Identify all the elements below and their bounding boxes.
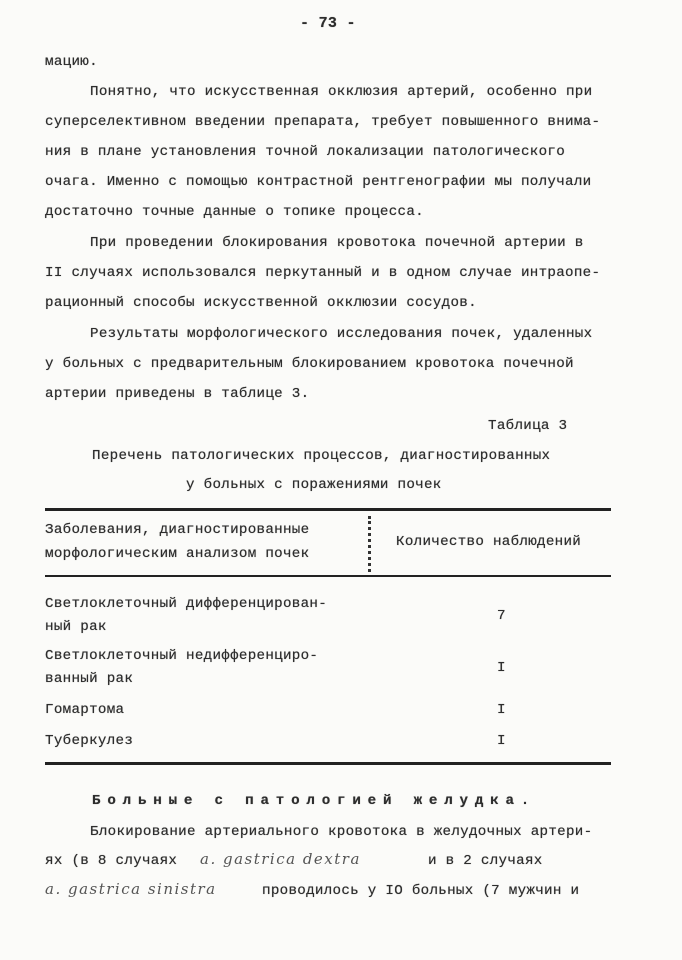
text-line: артерии приведены в таблице 3. [45,386,310,402]
table-row-name: Светлоклеточный дифференцирован- [45,596,328,612]
text-line: мацию. [45,54,98,70]
table-column-separator [368,516,374,572]
handwritten-term: a. gastrica sinistra [45,880,217,898]
table-label: Таблица 3 [488,418,568,434]
text-line: и в 2 случаях [428,853,543,869]
table-top-rule [45,508,611,511]
text-line: проводилось у IO больных (7 мужчин и [262,883,580,899]
text-line: При проведении блокирования кровотока почечной артерии в [90,235,584,251]
table-row-name: ванный рак [45,671,134,687]
handwritten-term: a. gastrica dextra [200,850,361,868]
text-line: достаточно точные данные о топике процесса. [45,204,424,220]
table-row-name: Гомартома [45,702,125,718]
table-header-col1: Заболевания, диагностированные [45,522,310,538]
table-title-line: у больных с поражениями почек [186,477,442,493]
text-line: у больных с предварительным блокированием кровотока почечной [45,356,574,372]
table-row-count: 7 [497,608,506,624]
text-line: Блокирование артериального кровотока в желудочных артери- [90,824,593,840]
text-line: Понятно, что искусственная окклюзия артерий, особенно при [90,84,593,100]
table-header-col1: морфологическим анализом почек [45,546,310,562]
page-number: - 73 - [300,15,356,32]
text-line: очага. Именно с помощью контрастной рентгенографии мы получали [45,174,592,190]
table-title-line: Перечень патологических процессов, диагностированных [92,448,551,464]
text-line: ния в плане установления точной локализации патологического [45,144,566,160]
section-heading: Больные с патологией желудка. [92,793,537,809]
table-row-count: I [497,733,506,749]
table-row-name: Туберкулез [45,733,134,749]
text-line: II случаях использовался перкутанный и в одном случае интраопе- [45,265,601,281]
table-row-count: I [497,660,506,676]
table-row-name: ный рак [45,619,107,635]
text-line: суперселективном введении препарата, требует повышенного внима- [45,114,601,130]
table-row-name: Светлоклеточный недифференциро- [45,648,319,664]
text-line: Результаты морфологического исследования почек, удаленных [90,326,593,342]
table-bottom-rule [45,762,611,765]
table-row-count: I [497,702,506,718]
table-header-col2: Количество наблюдений [396,534,582,550]
text-line: рационный способы искусственной окклюзии сосудов. [45,295,477,311]
table-header-rule [45,575,611,577]
text-line: ях (в 8 случаях [45,853,178,869]
